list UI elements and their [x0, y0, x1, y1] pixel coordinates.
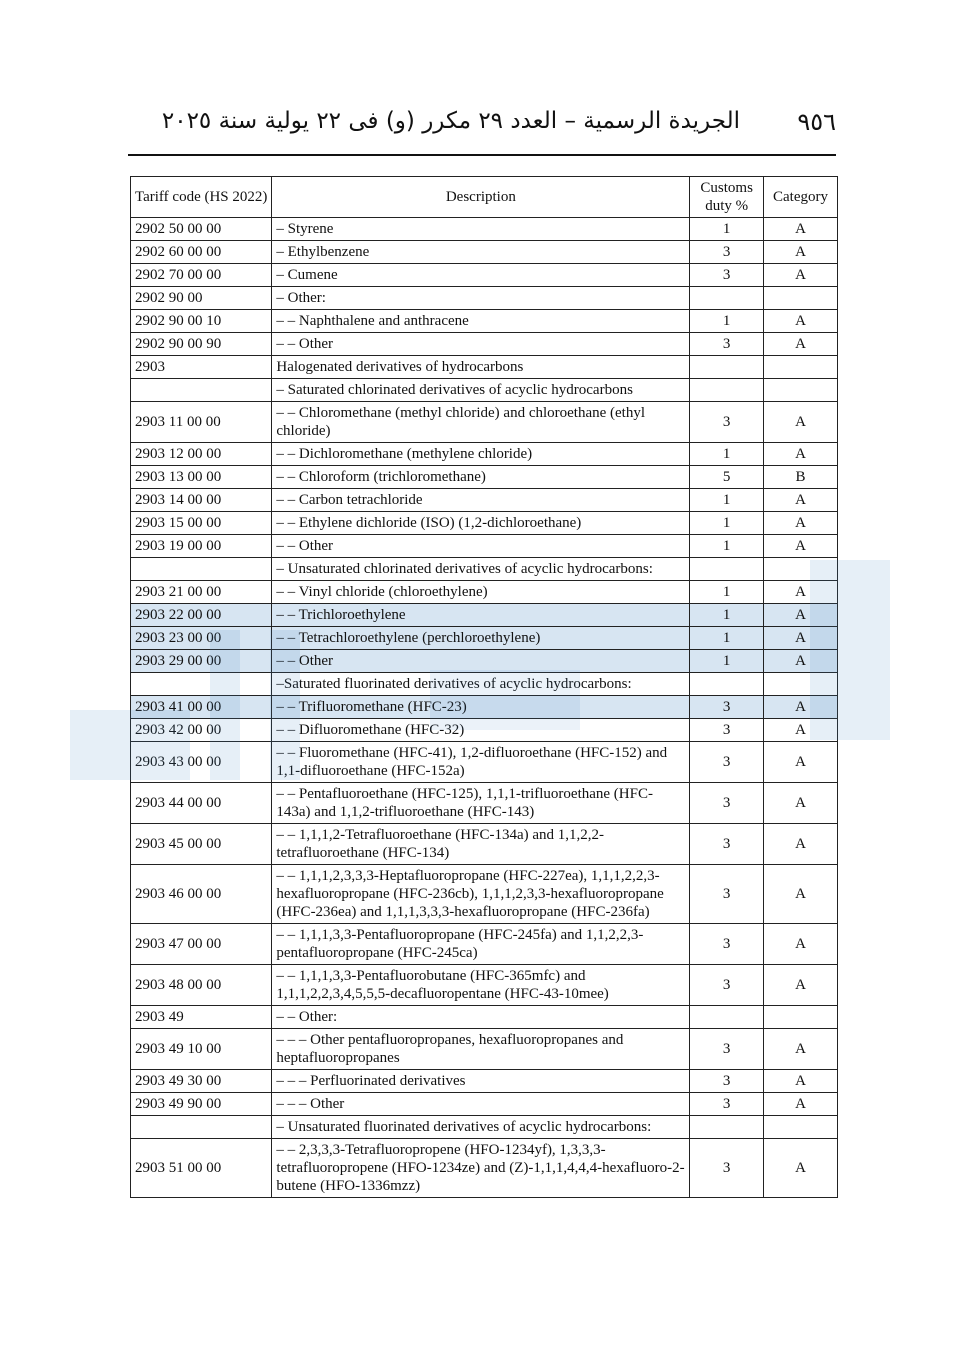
category-cell: A [764, 535, 838, 558]
table-row [131, 287, 838, 310]
category-cell: A [764, 581, 838, 604]
category-cell: A [764, 402, 838, 443]
duty-cell: 1 [690, 443, 764, 466]
description-cell: – – – Perfluorinated derivatives [272, 1070, 690, 1093]
col-description: Description [272, 177, 690, 218]
table-row [131, 264, 838, 287]
table-row [131, 1006, 838, 1029]
tariff-code-cell: 2903 45 00 00 [131, 824, 272, 865]
duty-cell: 5 [690, 466, 764, 489]
table-row [131, 443, 838, 466]
category-cell: A [764, 924, 838, 965]
table-row [131, 558, 838, 581]
tariff-code-cell: 2903 14 00 00 [131, 489, 272, 512]
tariff-code-cell: 2903 11 00 00 [131, 402, 272, 443]
duty-cell: 3 [690, 264, 764, 287]
duty-cell: 3 [690, 965, 764, 1006]
description-cell: – – Dichloromethane (methylene chloride) [272, 443, 690, 466]
duty-cell [690, 1006, 764, 1029]
page-number: ٩٥٦ [797, 108, 836, 136]
table-row [131, 824, 838, 865]
tariff-code-cell: 2903 49 30 00 [131, 1070, 272, 1093]
category-cell: A [764, 865, 838, 924]
category-cell [764, 379, 838, 402]
duty-cell: 3 [690, 783, 764, 824]
table-row [131, 489, 838, 512]
table-row [131, 1116, 838, 1139]
description-cell: – – – Other [272, 1093, 690, 1116]
tariff-code-cell: 2903 46 00 00 [131, 865, 272, 924]
table-row [131, 356, 838, 379]
category-cell: A [764, 1070, 838, 1093]
category-cell: A [764, 965, 838, 1006]
category-cell: A [764, 650, 838, 673]
table-row [131, 783, 838, 824]
category-cell: A [764, 489, 838, 512]
duty-cell: 3 [690, 719, 764, 742]
table-row [131, 965, 838, 1006]
tariff-code-cell: 2903 49 [131, 1006, 272, 1029]
tariff-code-cell: 2903 21 00 00 [131, 581, 272, 604]
category-cell: A [764, 1139, 838, 1198]
description-cell: – – Difluoromethane (HFC-32) [272, 719, 690, 742]
duty-cell: 1 [690, 650, 764, 673]
tariff-code-cell: 2903 23 00 00 [131, 627, 272, 650]
duty-cell: 1 [690, 581, 764, 604]
duty-cell [690, 1116, 764, 1139]
table-row [131, 581, 838, 604]
duty-cell: 1 [690, 604, 764, 627]
col-tariff-code: Tariff code (HS 2022) [131, 177, 272, 218]
description-cell: – – 1,1,1,3,3-Pentafluoropropane (HFC-245fa) and 1,1,2,2,3-pentafluoropropane (HFC-245ca) [272, 924, 690, 965]
col-customs-duty: Customs duty % [690, 177, 764, 218]
category-cell: A [764, 443, 838, 466]
table-row [131, 241, 838, 264]
description-cell: – – Trifluoromethane (HFC-23) [272, 696, 690, 719]
table-row [131, 924, 838, 965]
tariff-code-cell: 2903 13 00 00 [131, 466, 272, 489]
gazette-title: الجريدة الرسمية – العدد ٢٩ مكرر (و) فى ٢٢ يولية سنة ٢٠٢٥ [161, 108, 740, 134]
tariff-code-cell: 2903 42 00 00 [131, 719, 272, 742]
duty-cell: 1 [690, 489, 764, 512]
description-cell: Halogenated derivatives of hydrocarbons [272, 356, 690, 379]
description-cell: – – 1,1,1,3,3-Pentafluorobutane (HFC-365mfc) and 1,1,1,2,2,3,4,5,5,5-decafluoropentane (HFC-43-10mee) [272, 965, 690, 1006]
tariff-code-cell [131, 558, 272, 581]
category-cell [764, 1006, 838, 1029]
duty-cell [690, 379, 764, 402]
duty-cell [690, 558, 764, 581]
table-row [131, 696, 838, 719]
duty-cell: 3 [690, 241, 764, 264]
description-cell: – – Naphthalene and anthracene [272, 310, 690, 333]
category-cell: A [764, 742, 838, 783]
table-row [131, 1070, 838, 1093]
table-row [131, 673, 838, 696]
table-row [131, 333, 838, 356]
tariff-code-cell: 2903 43 00 00 [131, 742, 272, 783]
table-header-row [131, 177, 838, 218]
table-row [131, 466, 838, 489]
category-cell: A [764, 218, 838, 241]
category-cell [764, 558, 838, 581]
description-cell: – – Tetrachloroethylene (perchloroethylene) [272, 627, 690, 650]
description-cell: – – Other [272, 535, 690, 558]
category-cell: A [764, 1029, 838, 1070]
description-cell: – Other: [272, 287, 690, 310]
category-cell: A [764, 241, 838, 264]
tariff-code-cell: 2903 22 00 00 [131, 604, 272, 627]
duty-cell: 3 [690, 1070, 764, 1093]
category-cell: A [764, 333, 838, 356]
description-cell: – Styrene [272, 218, 690, 241]
description-cell: –Saturated fluorinated derivatives of acyclic hydrocarbons: [272, 673, 690, 696]
category-cell: A [764, 604, 838, 627]
tariff-code-cell: 2902 90 00 90 [131, 333, 272, 356]
duty-cell [690, 287, 764, 310]
category-cell: A [764, 783, 838, 824]
description-cell: – Unsaturated fluorinated derivatives of acyclic hydrocarbons: [272, 1116, 690, 1139]
description-cell: – Ethylbenzene [272, 241, 690, 264]
table-row [131, 719, 838, 742]
category-cell: A [764, 1093, 838, 1116]
description-cell: – – Ethylene dichloride (ISO) (1,2-dichloroethane) [272, 512, 690, 535]
description-cell: – – Other: [272, 1006, 690, 1029]
category-cell: A [764, 719, 838, 742]
category-cell: B [764, 466, 838, 489]
tariff-code-cell: 2903 [131, 356, 272, 379]
duty-cell: 3 [690, 333, 764, 356]
category-cell: A [764, 627, 838, 650]
tariff-code-cell: 2903 19 00 00 [131, 535, 272, 558]
tariff-code-cell: 2903 51 00 00 [131, 1139, 272, 1198]
duty-cell: 1 [690, 512, 764, 535]
category-cell [764, 287, 838, 310]
table-row [131, 1093, 838, 1116]
tariff-code-cell: 2902 60 00 00 [131, 241, 272, 264]
table-row [131, 742, 838, 783]
duty-cell: 3 [690, 1093, 764, 1116]
duty-cell: 3 [690, 1029, 764, 1070]
category-cell: A [764, 264, 838, 287]
table-row [131, 402, 838, 443]
tariff-code-cell: 2902 70 00 00 [131, 264, 272, 287]
duty-cell [690, 673, 764, 696]
duty-cell: 1 [690, 310, 764, 333]
table-row [131, 512, 838, 535]
table-row [131, 1029, 838, 1070]
tariff-code-cell: 2903 44 00 00 [131, 783, 272, 824]
tariff-code-cell: 2903 12 00 00 [131, 443, 272, 466]
description-cell: – – Carbon tetrachloride [272, 489, 690, 512]
table-row [131, 310, 838, 333]
duty-cell: 1 [690, 218, 764, 241]
col-category: Category [764, 177, 838, 218]
duty-cell: 3 [690, 924, 764, 965]
duty-cell: 3 [690, 696, 764, 719]
description-cell: – – Other [272, 650, 690, 673]
description-cell: – – Chloromethane (methyl chloride) and chloroethane (ethyl chloride) [272, 402, 690, 443]
duty-cell: 3 [690, 402, 764, 443]
tariff-code-cell: 2903 49 90 00 [131, 1093, 272, 1116]
table-row [131, 627, 838, 650]
tariff-code-cell: 2903 41 00 00 [131, 696, 272, 719]
tariff-code-cell: 2903 29 00 00 [131, 650, 272, 673]
tariff-code-cell [131, 673, 272, 696]
tariff-code-cell: 2903 15 00 00 [131, 512, 272, 535]
description-cell: – – Vinyl chloride (chloroethylene) [272, 581, 690, 604]
tariff-code-cell: 2903 47 00 00 [131, 924, 272, 965]
description-cell: – Unsaturated chlorinated derivatives of acyclic hydrocarbons: [272, 558, 690, 581]
duty-cell: 3 [690, 865, 764, 924]
tariff-code-cell: 2903 48 00 00 [131, 965, 272, 1006]
duty-cell: 1 [690, 627, 764, 650]
table-row [131, 604, 838, 627]
table-row [131, 535, 838, 558]
description-cell: – – Fluoromethane (HFC-41), 1,2-difluoroethane (HFC-152) and 1,1-difluoroethane (HFC-152a) [272, 742, 690, 783]
category-cell [764, 356, 838, 379]
duty-cell: 3 [690, 1139, 764, 1198]
description-cell: – Saturated chlorinated derivatives of acyclic hydrocarbons [272, 379, 690, 402]
tariff-table-body [131, 218, 838, 1198]
description-cell: – – Trichloroethylene [272, 604, 690, 627]
description-cell: – – 1,1,1,2-Tetrafluoroethane (HFC-134a) and 1,1,2,2-tetrafluoroethane (HFC-134) [272, 824, 690, 865]
category-cell: A [764, 512, 838, 535]
description-cell: – Cumene [272, 264, 690, 287]
tariff-table [130, 176, 838, 1198]
description-cell: – – Other [272, 333, 690, 356]
description-cell: – – 2,3,3,3-Tetrafluoropropene (HFO-1234yf), 1,3,3,3-tetrafluoropropene (HFO-1234ze) and (Z)-1,1,1,4,4,4-hexafluoro-2-butene (HFO-1336mzz) [272, 1139, 690, 1198]
tariff-code-cell: 2903 49 10 00 [131, 1029, 272, 1070]
category-cell: A [764, 824, 838, 865]
duty-cell [690, 356, 764, 379]
description-cell: – – – Other pentafluoropropanes, hexafluoropropanes and heptafluoropropanes [272, 1029, 690, 1070]
table-row [131, 218, 838, 241]
category-cell: A [764, 310, 838, 333]
category-cell [764, 673, 838, 696]
tariff-code-cell [131, 379, 272, 402]
category-cell: A [764, 696, 838, 719]
category-cell [764, 1116, 838, 1139]
table-row [131, 379, 838, 402]
header-rule [128, 154, 836, 156]
page-header [128, 100, 836, 152]
duty-cell: 3 [690, 824, 764, 865]
description-cell: – – Chloroform (trichloromethane) [272, 466, 690, 489]
tariff-code-cell [131, 1116, 272, 1139]
tariff-code-cell: 2902 90 00 10 [131, 310, 272, 333]
description-cell: – – Pentafluoroethane (HFC-125), 1,1,1-trifluoroethane (HFC-143a) and 1,1,2-trifluoroethane (HFC-143) [272, 783, 690, 824]
tariff-code-cell: 2902 90 00 [131, 287, 272, 310]
tariff-code-cell: 2902 50 00 00 [131, 218, 272, 241]
table-row [131, 650, 838, 673]
duty-cell: 3 [690, 742, 764, 783]
duty-cell: 1 [690, 535, 764, 558]
table-row [131, 865, 838, 924]
description-cell: – – 1,1,1,2,3,3,3-Heptafluoropropane (HFC-227ea), 1,1,1,2,2,3-hexafluoropropane (HFC-236cb), 1,1,1,2,3,3-hexafluoropropane (HFC-236ea) and 1,1,1,3,3,3-hexafluoropropane (HFC-236fa) [272, 865, 690, 924]
table-row [131, 1139, 838, 1198]
